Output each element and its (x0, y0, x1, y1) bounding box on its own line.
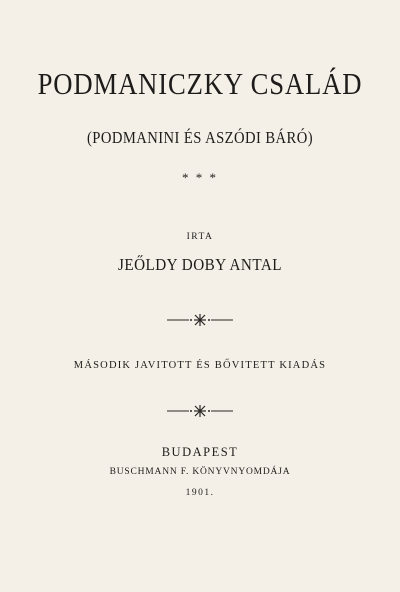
fleuron-icon (165, 312, 235, 328)
printer-name: BUSCHMANN F. KÖNYVNYOMDÁJA (109, 467, 291, 477)
book-subtitle: (PODMANINI ÉS ASZÓDI BÁRÓ) (86, 128, 314, 147)
publication-year: 1901. (185, 488, 215, 498)
ornament-divider-top (0, 312, 400, 328)
fleuron-icon (165, 403, 235, 419)
edition-statement: MÁSODIK JAVITOTT ÉS BŐVITETT KIADÁS (73, 360, 327, 371)
author-name: JEŐLDY DOBY ANTAL (117, 255, 283, 274)
asterism: * * * (182, 170, 218, 185)
publication-place: BUDAPEST (161, 445, 239, 459)
book-title: PODMANICZKY CSALÁD (37, 66, 363, 101)
ornament-divider-bottom (0, 403, 400, 419)
byline-prefix: IRTA (186, 232, 214, 242)
